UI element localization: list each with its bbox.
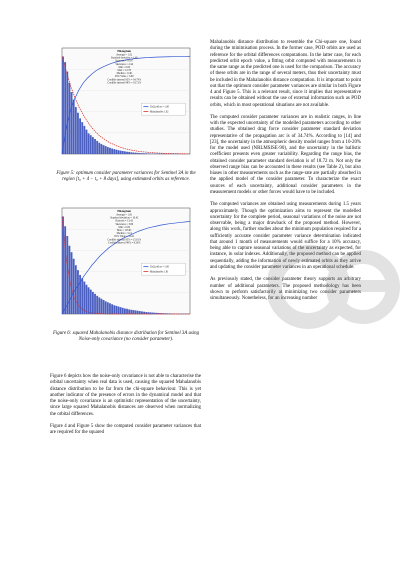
figure-6-chart bbox=[48, 200, 204, 330]
histogram-bar bbox=[141, 311, 143, 314]
histogram-bar bbox=[143, 153, 145, 154]
histogram-bar bbox=[147, 153, 149, 154]
legend-entry: Mahalanobis 1.81 bbox=[149, 270, 169, 274]
stats-line: Min = 0.00 bbox=[118, 225, 131, 229]
stats-line: Kurtosis = 10.67 bbox=[115, 59, 133, 63]
histogram-bar bbox=[92, 292, 94, 314]
histogram-bar bbox=[118, 150, 120, 154]
figure-6 bbox=[48, 200, 204, 343]
histogram-bar bbox=[86, 130, 88, 154]
histogram-bar bbox=[133, 152, 135, 154]
histogram-bar bbox=[69, 246, 71, 314]
histogram-bar bbox=[66, 71, 68, 154]
histogram-bar bbox=[73, 259, 75, 314]
histogram-bar bbox=[120, 307, 122, 314]
histogram-bar bbox=[96, 141, 98, 154]
stats-line: Credible interval 95% = 34.74% bbox=[107, 78, 142, 82]
histogram-bar bbox=[98, 143, 100, 154]
paragraph: The computed variances are obtained using measurements during 1.5 years approximately. Though the optimization aims to represent the modelled uncertainty for the complete period, seasonal variations of the noise are not observable, being a major drawback of the proposed method. However, along this work, further studies about the minimum population required for a sufficiently accurate consider parameter variance determination indicated that around 1 month of measurements would suffice for a 10% accuracy, being able to capture seasonal variations of the uncertainty as expected, for instance, in solar indexes. Additionally, the proposed method can be applied sequentially, adding the information of newly estimated orbits as they arrive and updating the consider parameter variances in an operational schedule. bbox=[210, 202, 361, 270]
stats-line: Median = 0.46 bbox=[116, 72, 132, 76]
stats-line: 95% Value = 12.41 bbox=[114, 235, 135, 239]
histogram-bar bbox=[126, 152, 128, 154]
histogram-bar bbox=[139, 311, 141, 314]
left-column-text bbox=[50, 374, 201, 443]
stats-line: Average = 1.81 bbox=[116, 213, 133, 217]
paragraph: Figure 6 depicts how the noise-only covariance is not able to characterise the orbital uncertainty when real data is used, causing the squared Mahalanobis distance distribution to be far from the chi-square behaviour. This is yet another indicator of the presence of errors in the dynamical model and that the noise-only covariance is an optimistic representation of the uncertainty, since large squared Mahalanobis distances are observed when normalizing the orbital differences. bbox=[50, 374, 201, 417]
histogram-bar bbox=[113, 149, 115, 154]
stats-line: Credible interval 99% = 9.26% bbox=[108, 241, 141, 245]
paragraph: Figure 4 and Figure 5 show the computed consider parameter variances that are required for the squared bbox=[50, 423, 201, 436]
histogram-bar bbox=[137, 311, 139, 314]
stats-line: Max = 12.78 bbox=[117, 69, 131, 72]
stats-line: Median = 3.14 bbox=[116, 232, 132, 236]
stats-title: Histogram bbox=[117, 49, 132, 54]
histogram-bar bbox=[62, 56, 64, 154]
histogram-bar bbox=[124, 308, 126, 314]
figure-6-caption: Figure 6: squared Mahalanobis distance distribution for Sentinel 3A using Noise-only covariance (no consider parameter). bbox=[52, 331, 200, 343]
stats-line: Max = 113.91 bbox=[116, 229, 132, 232]
histogram-bar bbox=[145, 153, 147, 154]
paragraph: Mahalanobis distance distribution to resemble the Chi-square one, found during the minimisation process. In the former case, POD orbits are used as reference for the orbital differences computations. In the latter case, for each predicted orbit epoch value, a fitting orbit computed with measurements in the same range as the predicted one is used for the comparison. The accuracy of these orbits are in the range of several meters, thus their uncertainty must be included in the Mahalanobis distance computation. It is important to point out that the optimum consider parameter variances are similar in both Figure 4 and Figure 5. This is a relevant result, since it implies that representative results can be obtained without the use of external information such as POD orbits, which in most operational situations are not available. bbox=[210, 40, 361, 108]
histogram-bar bbox=[86, 285, 88, 314]
histogram-bar bbox=[113, 305, 115, 314]
histogram-bar bbox=[120, 151, 122, 154]
histogram-bar bbox=[92, 137, 94, 154]
histogram-bar bbox=[94, 294, 96, 314]
histogram-bar bbox=[77, 113, 79, 154]
histogram-bar bbox=[79, 118, 81, 154]
histogram-bar bbox=[128, 152, 130, 154]
stats-title: Histogram bbox=[117, 209, 132, 214]
histogram-bar bbox=[124, 151, 126, 154]
stats-line: Min = 0.00 bbox=[118, 65, 131, 69]
histogram-bar bbox=[107, 147, 109, 154]
stats-line: Credible interval 99% = 18.72% bbox=[107, 81, 142, 85]
histogram-bar bbox=[101, 144, 103, 154]
histogram-bar bbox=[141, 153, 143, 154]
stats-line: Average = 1.02 bbox=[116, 53, 133, 57]
histogram-bar bbox=[111, 304, 113, 314]
stats-line: Credible interval 95% = 15.81% bbox=[107, 238, 142, 242]
histogram-bar bbox=[111, 149, 113, 154]
histogram-bar bbox=[88, 287, 90, 314]
figure-5-chart bbox=[48, 40, 204, 170]
histogram-bar bbox=[118, 307, 120, 314]
histogram-bar bbox=[135, 153, 137, 154]
histogram-bar bbox=[105, 146, 107, 154]
histogram-bar bbox=[83, 126, 85, 154]
histogram-bar bbox=[122, 308, 124, 314]
histogram-bar bbox=[135, 310, 137, 314]
histogram-bar bbox=[81, 122, 83, 154]
histogram-bar bbox=[66, 236, 68, 314]
histogram-bar bbox=[109, 303, 111, 314]
histogram-bar bbox=[103, 145, 105, 154]
histogram-bar bbox=[71, 252, 73, 314]
histogram-bar bbox=[77, 270, 79, 314]
histogram-bar bbox=[139, 153, 141, 154]
histogram-bar bbox=[83, 281, 85, 314]
histogram-bar bbox=[137, 153, 139, 154]
stats-line: Standard deviation = 1.60 bbox=[110, 56, 138, 60]
stats-line: Skewness = 2.44 bbox=[115, 62, 134, 66]
figure-5-caption: Figure 5: optimum consider parameter variances for Sentinel 3A in the region [t₀ + 4 − t₀ + 8 days], using estimated orbits as reference. bbox=[56, 171, 196, 183]
stats-line: Standard deviation = 10.42 bbox=[110, 216, 139, 220]
histogram-bar bbox=[130, 310, 132, 314]
histogram-bar bbox=[73, 100, 75, 154]
histogram-bar bbox=[98, 297, 100, 314]
stats-line: 95% Value = 3.60 bbox=[114, 75, 134, 79]
histogram-bar bbox=[115, 306, 117, 314]
legend-entry: Chi2 pdf m = 1.00 bbox=[149, 105, 169, 109]
histogram-bar bbox=[88, 133, 90, 154]
right-column-text bbox=[210, 40, 361, 309]
figure-5 bbox=[48, 40, 204, 183]
histogram-bar bbox=[115, 150, 117, 154]
histogram-bar bbox=[105, 301, 107, 314]
paragraph: As previously stated, the consider parameter theory supports an arbitrary number of additional parameters. The proposed methodology has been shown to perform satisfactorily at minimizing two consider parameters simultaneously. Nonetheless, for an increasing number bbox=[210, 277, 361, 302]
histogram-bar bbox=[94, 139, 96, 154]
histogram-bar bbox=[107, 302, 109, 314]
histogram-bar bbox=[109, 148, 111, 154]
histogram-bar bbox=[122, 151, 124, 154]
histogram-bar bbox=[75, 107, 77, 154]
stats-line: Skewness = 3.86 bbox=[115, 222, 134, 226]
histogram-bar bbox=[69, 83, 71, 154]
histogram-bar bbox=[130, 152, 132, 154]
histogram-bar bbox=[133, 310, 135, 314]
legend-entry: Chi2 pdf m = 1.00 bbox=[149, 265, 169, 269]
histogram-bar bbox=[90, 135, 92, 154]
histogram-bar bbox=[103, 300, 105, 314]
histogram-bar bbox=[126, 309, 128, 314]
paragraph: The computed consider parameter variances are in realistic ranges, in line with the expected uncertainty of the modelled parameters according to other studies. The obtained drag force consider parameter standard deviation representative of the propagation arc is of 34.74%. According to [14] and [23], the uncertainty in the atmospheric density model ranges from a 10-20% for the model used (NRLMSISE-90), and the uncertainty in the ballistic coefficient presents even greater variability. Regarding the range bias, the obtained consider parameter standard deviation is of 18.72 m. Not only the observed range bias can be accounted in these results (see Table 2), but also biases in other measurements such as the range-rate are partially absorbed in the applied model of the consider parameter. To characterize the exact sources of each uncertainty, additional consider parameters in the measurement models or other forces would have to be included. bbox=[210, 114, 361, 195]
histogram-bar bbox=[90, 290, 92, 314]
histogram-bar bbox=[96, 296, 98, 314]
histogram-bar bbox=[71, 92, 73, 154]
histogram-bar bbox=[128, 309, 130, 314]
legend-entry: Mahalanobis 1.02 bbox=[149, 110, 169, 114]
stats-line: Kurtosis = 13.42 bbox=[115, 219, 133, 223]
histogram-bar bbox=[101, 299, 103, 314]
